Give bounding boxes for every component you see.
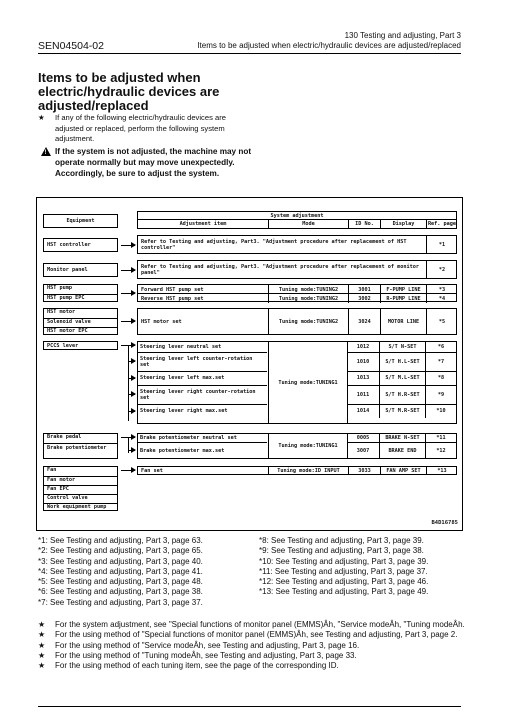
note-item [38,661,468,671]
equipment-hst-controller [43,238,118,252]
equipment-hst-pump-group [43,284,118,302]
row-ref: *5 [426,309,457,334]
star-icon: ★ [38,620,46,629]
row-mode: Tuning mode:TUNING2 [268,285,348,294]
row-item: Forward HST pump set [141,286,204,293]
arrow-right-icon [128,394,135,395]
equipment-header [43,214,118,228]
refs-left [38,536,203,608]
note-text: For the using method of each tuning item, see the page of the corresponding ID. [55,661,339,671]
col-ref: Ref. page [427,221,457,227]
row-mode: Tuning mode:TUNING2 [268,309,348,334]
equipment-label: PCCS lever [47,342,79,349]
equipment-label: Solenoid valve [44,318,117,327]
star-icon: ★ [38,650,46,660]
equipment-fan-group [43,466,118,511]
row-ref: *12 [425,442,456,459]
footnote-ref: *4: See Testing and adjusting, Part 3, page 41. [38,566,203,576]
row-ref: *1 [426,236,457,253]
row-id: 3033 [348,467,380,474]
equipment-pccs-lever [43,341,118,350]
arrow-right-icon [121,293,135,294]
footnote-ref: *9: See Testing and adjusting, Part 3, page 38. [259,546,424,556]
row-display: R-PUMP LINE [380,294,426,303]
star-icon: ★ [38,640,46,650]
row-item: Refer to Testing and adjusting, Part3. "Adjustment procedure after replacement of monitor panel" [141,263,419,276]
footnote-ref: *13: See Testing and adjusting, Part 3, page 49. [259,587,429,597]
row-mode: Tuning mode:ID INPUT [268,467,348,474]
row-ref: *3 [426,285,457,294]
equipment-label: Brake potentiometer [44,443,117,460]
equipment-hst-motor-group [43,308,118,335]
row-fan [137,466,457,475]
steer-row [137,371,457,385]
row-monitor-panel [137,260,457,279]
row-display: S/T N-SET [379,341,425,352]
note-item [38,641,468,651]
row-display: S/T M.L-SET [379,371,425,385]
doc-code: SEN04504-02 [38,40,104,52]
warning-triangle-icon [41,147,51,156]
row-item: Steering lever right max.set [140,408,228,414]
steer-mode: Tuning mode:TUNING1 [268,342,348,423]
intro-text: If any of the following electric/hydraulic devices are adjusted or replaced, perform the following system adjustment. [55,113,226,143]
bracket-line [128,345,129,421]
footnote-ref: *10: See Testing and adjusting, Part 3, page 39. [259,556,429,566]
equipment-label: HST motor EPC [44,327,117,336]
star-icon: ★ [38,661,46,671]
row-id: 1014 [356,408,370,414]
footnote-ref: *2: See Testing and adjusting, Part 3, page 65. [38,546,203,556]
row-item: Steering lever right counter-rotation set [140,388,256,401]
row-display: S/T H.L-SET [379,352,425,371]
row-hst-motor [137,308,457,335]
row-id: 3024 [348,309,380,334]
arrow-right-icon [128,411,135,412]
equipment-label: Control valve [44,494,117,503]
row-id: 1011 [356,391,370,398]
arrow-right-icon [121,321,135,322]
row-id: 3007 [356,447,370,454]
row-ref: *8 [425,371,456,385]
col-item: Adjustment item [179,221,227,227]
footnote-ref: *1: See Testing and adjusting, Part 3, page 63. [38,536,203,545]
equipment-monitor-panel [43,263,118,277]
note-text: For the using method of "Service modeÂh, see Testing and adjusting, Part 3, page 16. [55,640,360,650]
row-display: FAN AMP SET [380,467,426,474]
row-hst-controller [137,235,457,254]
row-id: 1012 [356,343,370,350]
footnote-ref: *7: See Testing and adjusting, Part 3, page 37. [38,597,203,607]
row-item: Steering lever left counter-rotation set [140,355,253,368]
row-id: 1013 [356,375,370,381]
equipment-header-label: Equipment [66,218,95,224]
equipment-label: Brake pedal [47,434,82,440]
header-rule [38,53,461,54]
section-subtitle: Items to be adjusted when electric/hydraulic devices are adjusted/replaced [197,41,461,50]
brake-row [137,442,457,459]
row-item: Refer to Testing and adjusting, Part3. "Adjustment procedure after replacement of HST controller" [141,238,407,251]
equipment-label: Monitor panel [47,267,88,273]
row-item: HST motor set [141,318,182,325]
footnote-ref: *3: See Testing and adjusting, Part 3, page 40. [38,556,203,566]
equipment-label: HST pump EPC [44,294,117,303]
refs-right [259,536,428,598]
section-title: 130 Testing and adjusting, Part 3 [344,31,461,40]
note-text: For the using method of "Special functions of monitor panel (EMMS)Âh, see Testing and adjusting, Part 3, page 2. [55,630,458,640]
row-display: BRAKE N-SET [379,433,425,442]
equipment-label: HST controller [47,242,91,248]
row-ref: *9 [425,385,456,404]
footnote-ref: *5: See Testing and adjusting, Part 3, page 48. [38,577,203,587]
row-hst-pump [137,284,457,302]
steer-row [137,352,457,371]
row-item: Steering lever neutral set [140,343,222,350]
note-text: For the using method of "Tuning modeÂh, see Testing and adjusting, Part 3, page 33. [55,650,357,660]
arrow-right-icon [128,450,135,451]
row-id: 3002 [348,294,380,303]
row-item: Steering lever left max.set [140,375,225,381]
footnote-ref: *8: See Testing and adjusting, Part 3, page 39. [259,536,424,545]
equipment-label: Fan [47,467,57,473]
footnote-ref: *12: See Testing and adjusting, Part 3, page 46. [259,577,429,587]
figure-id: B4D16785 [431,520,458,526]
col-display: Display [380,220,426,228]
page-title: Items to be adjusted when electric/hydraulic devices are adjusted/replaced [38,70,220,113]
row-item: Brake potentiometer neutral set [140,434,237,441]
row-ref: *7 [425,352,456,371]
equipment-label: Fan motor [44,476,117,485]
arrow-right-icon [121,245,135,246]
intro-block [38,113,253,179]
page-header [197,31,461,51]
row-ref: *4 [426,294,457,303]
row-ref: *6 [425,341,456,352]
row-item: Brake potentiometer max.set [140,447,225,454]
equipment-label: HST motor [47,309,76,315]
row-item: Reverse HST pump set [141,295,204,302]
row-ref: *10 [425,404,456,418]
row-id: 1010 [356,358,370,365]
footer-rule [38,706,461,707]
brake-row [137,433,457,442]
row-display: S/T H.R-SET [379,385,425,404]
equipment-brake-group [43,433,118,459]
adjustment-table-figure [36,197,463,531]
star-icon: ★ [38,113,45,122]
arrow-right-icon [128,361,135,362]
row-id: 0005 [356,434,370,441]
footnote-ref: *6: See Testing and adjusting, Part 3, page 38. [38,587,203,597]
system-adjustment-header [137,211,457,229]
steer-row [137,341,457,352]
row-display: BRAKE END [379,442,425,459]
equipment-label: HST pump [47,285,72,291]
star-icon: ★ [38,630,46,640]
col-mode: Mode [268,220,348,228]
equipment-label: Work equipment pump [44,503,117,512]
row-display: S/T M.R-SET [379,404,425,418]
row-ref: *13 [426,467,457,474]
warning-text: If the system is not adjusted, the machine may not operate normally but may move unexpectedly. Accordingly, be sure to adjust the system. [55,146,252,178]
notes-block [38,620,468,671]
note-item [38,630,468,640]
row-ref: *2 [426,261,457,278]
steer-row [137,385,457,404]
equipment-label: Fan EPC [44,485,117,494]
steer-row [137,404,457,418]
arrow-right-icon [121,470,135,471]
note-text: For the system adjustment, see "Special functions of monitor panel (EMMS)Âh, "Service modeÂh, "Tuning modeÂh. [55,620,465,629]
row-item: Fan set [141,467,163,474]
note-item [38,620,468,630]
row-mode: Tuning mode:TUNING2 [268,294,348,303]
arrow-right-icon [128,378,135,379]
row-id: 3001 [348,285,380,294]
system-adjustment-label: System adjustment [138,212,456,220]
row-display: F-PUMP LINE [380,285,426,294]
col-id: ID No. [348,220,380,228]
note-item [38,651,468,661]
brake-mode: Tuning mode:TUNING1 [268,434,348,458]
row-display: MOTOR LINE [380,309,426,334]
row-ref: *11 [425,433,456,442]
arrow-right-icon [121,270,135,271]
footnote-ref: *11: See Testing and adjusting, Part 3, page 37. [259,566,428,576]
